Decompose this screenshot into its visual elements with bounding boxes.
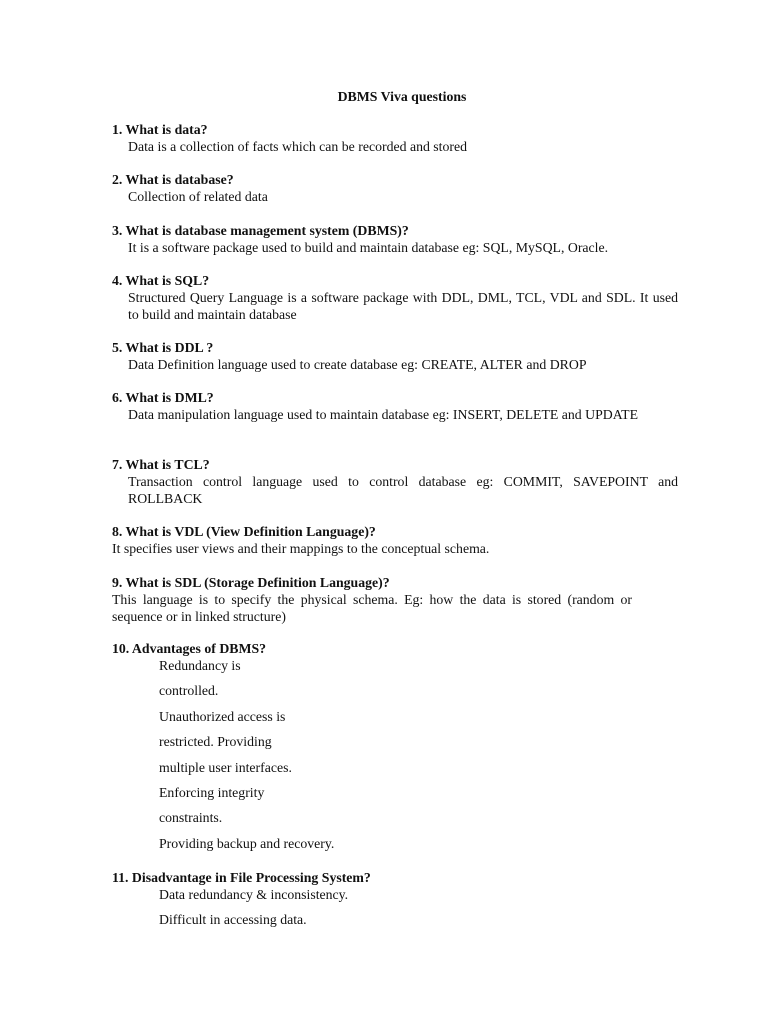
question-1	[112, 121, 678, 155]
question-heading: 8. What is VDL (View Definition Language)?	[112, 524, 376, 539]
question-answer: Transaction control language used to control database eg: COMMIT, SAVEPOINT and ROLLBACK	[128, 474, 678, 506]
question-9	[112, 574, 678, 625]
list-item: Data redundancy & inconsistency.	[159, 887, 349, 902]
question-8	[112, 523, 678, 557]
question-3	[112, 222, 678, 256]
list-item: Difficult in accessing data.	[159, 912, 307, 928]
question-answer: It is a software package used to build and maintain database eg: SQL, MySQL, Oracle.	[128, 240, 609, 255]
disadvantages-list	[159, 886, 348, 937]
question-heading: 7. What is TCL?	[112, 457, 210, 472]
list-item: Redundancy is	[159, 658, 241, 673]
list-item: multiple user interfaces.	[159, 759, 292, 775]
question-7	[112, 456, 678, 507]
question-answer: Data is a collection of facts which can be recorded and stored	[128, 139, 468, 154]
question-heading: 6. What is DML?	[112, 390, 214, 405]
document-title: DBMS Viva questions	[337, 89, 467, 104]
question-answer: Collection of related data	[128, 189, 268, 204]
question-2	[112, 171, 678, 205]
question-heading: 11. Disadvantage in File Processing System?	[112, 870, 371, 885]
question-answer: Data manipulation language used to maintain database eg: INSERT, DELETE and UPDATE	[128, 407, 639, 422]
question-answer: Data Definition language used to create database eg: CREATE, ALTER and DROP	[128, 357, 587, 372]
list-item: Unauthorized access is	[159, 708, 286, 724]
question-answer: This language is to specify the physical schema. Eg: how the data is stored (random or sequence or in linked structure)	[112, 592, 632, 624]
question-heading: 1. What is data?	[112, 122, 208, 137]
question-6	[112, 389, 678, 423]
list-item: Enforcing integrity	[159, 784, 265, 800]
question-10	[112, 640, 678, 657]
question-4	[112, 272, 678, 323]
list-item: controlled.	[159, 683, 219, 699]
question-heading: 10. Advantages of DBMS?	[112, 641, 267, 656]
list-item: Providing backup and recovery.	[159, 835, 335, 851]
question-heading: 2. What is database?	[112, 172, 234, 187]
question-5	[112, 339, 678, 373]
question-heading: 9. What is SDL (Storage Definition Language)?	[112, 575, 390, 590]
question-answer: Structured Query Language is a software package with DDL, DML, TCL, VDL and SDL. It used to build and maintain database	[128, 290, 678, 322]
list-item: restricted. Providing	[159, 734, 272, 750]
advantages-list	[159, 657, 334, 860]
list-item: constraints.	[159, 810, 223, 826]
question-11	[112, 869, 678, 886]
question-heading: 3. What is database management system (DBMS)?	[112, 223, 409, 238]
question-heading: 5. What is DDL ?	[112, 340, 214, 355]
question-answer: It specifies user views and their mappings to the conceptual schema.	[112, 541, 490, 556]
question-heading: 4. What is SQL?	[112, 273, 210, 288]
